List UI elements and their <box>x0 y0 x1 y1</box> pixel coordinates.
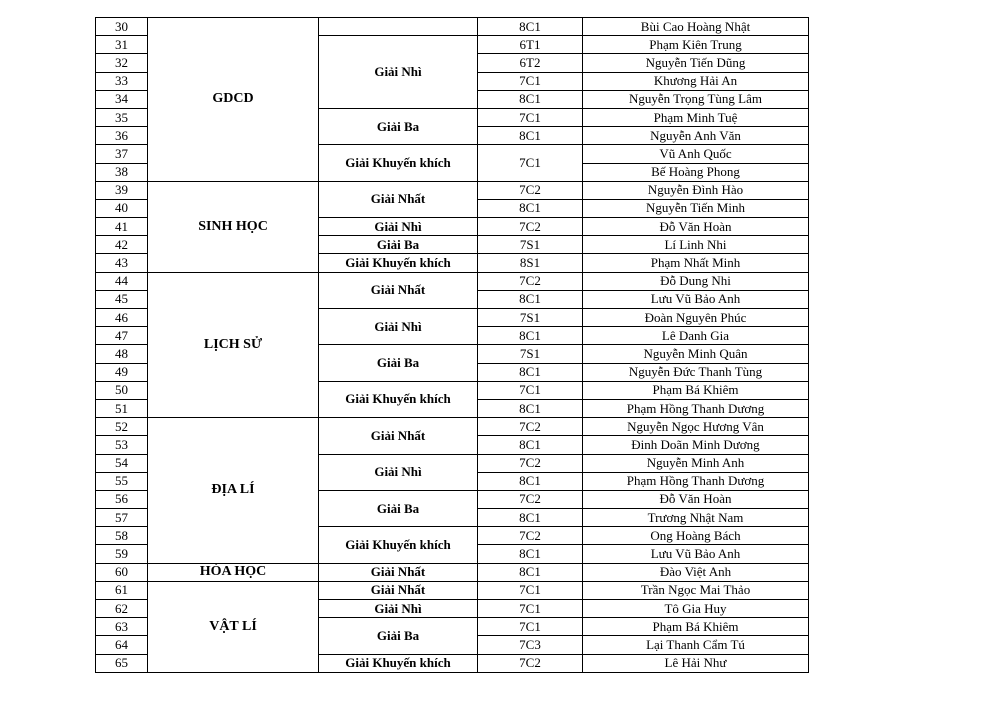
class-cell: 8C1 <box>478 327 583 345</box>
row-number: 32 <box>96 54 148 72</box>
class-cell: 7S1 <box>478 345 583 363</box>
prize-cell: Giải Nhì <box>319 600 478 618</box>
class-cell: 7C2 <box>478 181 583 199</box>
prize-cell: Giải Khuyến khích <box>319 654 478 672</box>
class-cell: 8S1 <box>478 254 583 272</box>
row-number: 65 <box>96 654 148 672</box>
row-number: 49 <box>96 363 148 381</box>
prize-cell: Giải Nhì <box>319 454 478 490</box>
class-cell: 8C1 <box>478 399 583 417</box>
row-number: 58 <box>96 527 148 545</box>
student-name-cell: Phạm Nhất Minh <box>583 254 809 272</box>
prize-cell: Giải Nhất <box>319 181 478 217</box>
prize-cell: Giải Nhất <box>319 563 478 581</box>
student-name-cell: Nguyễn Đình Hào <box>583 181 809 199</box>
class-cell: 7C2 <box>478 527 583 545</box>
student-name-cell: Lê Hải Như <box>583 654 809 672</box>
subject-cell: GDCD <box>148 18 319 182</box>
row-number: 40 <box>96 199 148 217</box>
student-name-cell: Lưu Vũ Bảo Anh <box>583 290 809 308</box>
student-name-cell: Nguyễn Đức Thanh Tùng <box>583 363 809 381</box>
row-number: 35 <box>96 108 148 126</box>
student-name-cell: Lưu Vũ Bảo Anh <box>583 545 809 563</box>
student-name-cell: Nguyễn Trọng Tùng Lâm <box>583 90 809 108</box>
class-cell: 7C2 <box>478 454 583 472</box>
row-number: 61 <box>96 581 148 599</box>
row-number: 34 <box>96 90 148 108</box>
student-name-cell: Nguyễn Tiến Dũng <box>583 54 809 72</box>
row-number: 41 <box>96 218 148 236</box>
prize-cell: Giải Nhất <box>319 581 478 599</box>
student-name-cell: Vũ Anh Quốc <box>583 145 809 163</box>
subject-cell: ĐỊA LÍ <box>148 418 319 564</box>
prize-cell: Giải Ba <box>319 108 478 144</box>
subject-cell: LỊCH SỬ <box>148 272 319 418</box>
class-cell: 7C2 <box>478 490 583 508</box>
class-cell: 7C2 <box>478 418 583 436</box>
student-name-cell: Đỗ Văn Hoàn <box>583 218 809 236</box>
student-name-cell: Tô Gia Huy <box>583 600 809 618</box>
student-name-cell: Phạm Bá Khiêm <box>583 618 809 636</box>
student-name-cell: Đào Việt Anh <box>583 563 809 581</box>
subject-cell: HÓA HỌC <box>148 563 319 581</box>
row-number: 44 <box>96 272 148 290</box>
row-number: 55 <box>96 472 148 490</box>
student-name-cell: Khương Hải An <box>583 72 809 90</box>
class-cell: 7C1 <box>478 581 583 599</box>
student-name-cell: Đoàn Nguyên Phúc <box>583 309 809 327</box>
class-cell: 7C1 <box>478 618 583 636</box>
row-number: 47 <box>96 327 148 345</box>
prize-cell: Giải Nhất <box>319 418 478 454</box>
student-name-cell: Nguyễn Minh Quân <box>583 345 809 363</box>
class-cell: 8C1 <box>478 545 583 563</box>
student-name-cell: Nguyễn Anh Văn <box>583 127 809 145</box>
class-cell: 8C1 <box>478 199 583 217</box>
class-cell: 7C1 <box>478 381 583 399</box>
prize-cell: Giải Ba <box>319 236 478 254</box>
class-cell: 6T1 <box>478 36 583 54</box>
class-cell: 8C1 <box>478 563 583 581</box>
row-number: 57 <box>96 509 148 527</box>
row-number: 53 <box>96 436 148 454</box>
class-cell: 7C2 <box>478 218 583 236</box>
row-number: 31 <box>96 36 148 54</box>
student-name-cell: Phạm Kiên Trung <box>583 36 809 54</box>
class-cell: 8C1 <box>478 90 583 108</box>
class-cell: 7C2 <box>478 272 583 290</box>
row-number: 63 <box>96 618 148 636</box>
class-cell: 7C1 <box>478 108 583 126</box>
prize-cell: Giải Ba <box>319 345 478 381</box>
row-number: 36 <box>96 127 148 145</box>
class-cell: 7C1 <box>478 600 583 618</box>
student-name-cell: Nguyễn Minh Anh <box>583 454 809 472</box>
student-name-cell: Phạm Bá Khiêm <box>583 381 809 399</box>
table-body <box>96 18 809 673</box>
row-number: 30 <box>96 18 148 36</box>
row-number: 64 <box>96 636 148 654</box>
class-cell: 7S1 <box>478 236 583 254</box>
prize-cell: Giải Khuyến khích <box>319 145 478 181</box>
prize-cell: Giải Nhất <box>319 272 478 308</box>
student-name-cell: Lê Danh Gia <box>583 327 809 345</box>
prize-cell: Giải Ba <box>319 490 478 526</box>
row-number: 39 <box>96 181 148 199</box>
row-number: 62 <box>96 600 148 618</box>
class-cell: 8C1 <box>478 290 583 308</box>
prize-cell <box>319 18 478 36</box>
row-number: 43 <box>96 254 148 272</box>
prize-cell: Giải Ba <box>319 618 478 654</box>
student-name-cell: Lí Linh Nhi <box>583 236 809 254</box>
class-cell: 7C2 <box>478 654 583 672</box>
student-name-cell: Đỗ Dung Nhi <box>583 272 809 290</box>
row-number: 54 <box>96 454 148 472</box>
row-number: 50 <box>96 381 148 399</box>
table-row <box>96 18 809 36</box>
row-number: 37 <box>96 145 148 163</box>
class-cell: 8C1 <box>478 509 583 527</box>
student-name-cell: Đinh Doãn Minh Dương <box>583 436 809 454</box>
subject-cell: SINH HỌC <box>148 181 319 272</box>
table-row <box>96 563 809 581</box>
prize-cell: Giải Khuyến khích <box>319 381 478 417</box>
student-name-cell: Lại Thanh Cẩm Tú <box>583 636 809 654</box>
table-row <box>96 581 809 599</box>
prize-cell: Giải Khuyến khích <box>319 254 478 272</box>
student-name-cell: Phạm Hồng Thanh Dương <box>583 472 809 490</box>
class-cell: 8C1 <box>478 127 583 145</box>
student-name-cell: Trương Nhật Nam <box>583 509 809 527</box>
row-number: 38 <box>96 163 148 181</box>
student-name-cell: Trần Ngọc Mai Thảo <box>583 581 809 599</box>
row-number: 46 <box>96 309 148 327</box>
student-name-cell: Nguyễn Ngọc Hương Vân <box>583 418 809 436</box>
row-number: 33 <box>96 72 148 90</box>
row-number: 52 <box>96 418 148 436</box>
row-number: 59 <box>96 545 148 563</box>
student-name-cell: Nguyễn Tiến Minh <box>583 199 809 217</box>
student-name-cell: Đỗ Văn Hoàn <box>583 490 809 508</box>
table-row <box>96 272 809 290</box>
table-row <box>96 181 809 199</box>
row-number: 56 <box>96 490 148 508</box>
class-cell: 8C1 <box>478 472 583 490</box>
row-number: 42 <box>96 236 148 254</box>
student-name-cell: Phạm Hồng Thanh Dương <box>583 399 809 417</box>
class-cell: 7C3 <box>478 636 583 654</box>
prize-cell: Giải Khuyến khích <box>319 527 478 563</box>
class-cell: 8C1 <box>478 436 583 454</box>
row-number: 48 <box>96 345 148 363</box>
class-cell: 8C1 <box>478 18 583 36</box>
class-cell: 7S1 <box>478 309 583 327</box>
subject-cell: VẬT LÍ <box>148 581 319 672</box>
student-name-cell: Bế Hoàng Phong <box>583 163 809 181</box>
prize-cell: Giải Nhì <box>319 36 478 109</box>
class-cell: 7C1 <box>478 145 583 181</box>
award-results-table <box>95 17 809 673</box>
student-name-cell: Ong Hoàng Bách <box>583 527 809 545</box>
table-row <box>96 418 809 436</box>
prize-cell: Giải Nhì <box>319 218 478 236</box>
prize-cell: Giải Nhì <box>319 309 478 345</box>
class-cell: 7C1 <box>478 72 583 90</box>
row-number: 51 <box>96 399 148 417</box>
student-name-cell: Bùi Cao Hoàng Nhật <box>583 18 809 36</box>
row-number: 45 <box>96 290 148 308</box>
row-number: 60 <box>96 563 148 581</box>
class-cell: 6T2 <box>478 54 583 72</box>
student-name-cell: Phạm Minh Tuệ <box>583 108 809 126</box>
class-cell: 8C1 <box>478 363 583 381</box>
